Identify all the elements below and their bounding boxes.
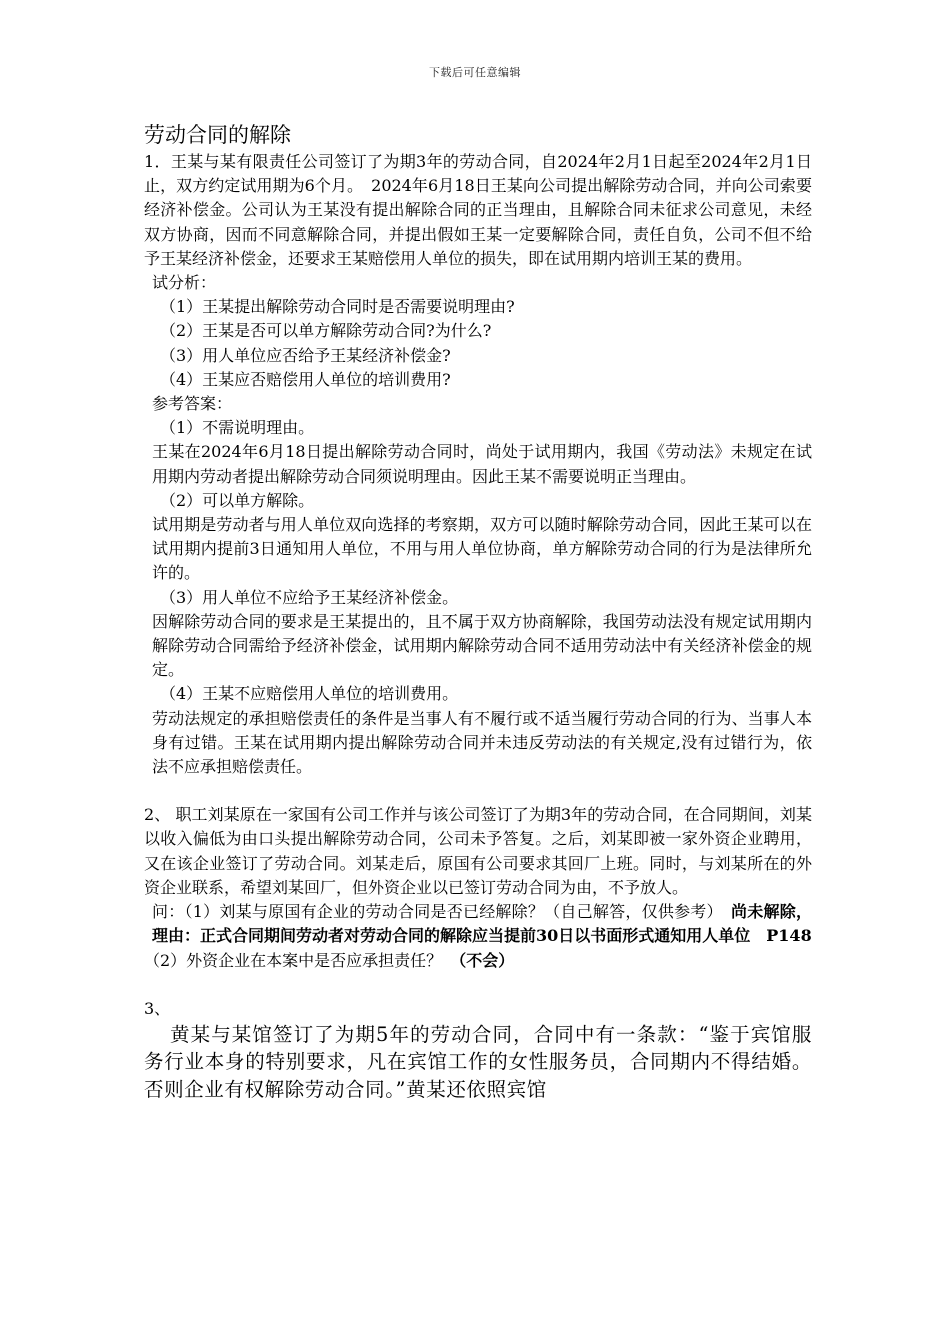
document-title: 劳动合同的解除 [144,123,291,147]
spacer [144,779,812,803]
case2-answer-2: （不会） [458,950,515,970]
case1-answer-2-body: 试用期是劳动者与用人单位双向选择的考察期，双方可以随时解除劳动合同，因此王某可以在试用期内提前3日通知用人单位，不用与用人单位协商，单方解除劳动合同的行为是法律所允许的。 [152,515,812,583]
case1-answer-3-body: 因解除劳动合同的要求是王某提出的，且不属于双方协商解除，我国劳动法没有规定试用期内解除劳动合同需给予经济补偿金，试用期内解除劳动合同不适用劳动法中有关经济补偿金的规定。 [152,611,812,680]
case2-question-1-text: 问：（1）刘某与原国有企业的劳动合同是否已经解除？（自己解答，仅供参考） [152,902,715,922]
case1-paragraph: 1．王某与某有限责任公司签订了为期3年的劳动合同，自2024年2月1日起至2024年2月1日止，双方约定试用期为6个月。 2024年6月18日王某向公司提出解除劳动合同，并向公司索要经济补偿金。公司认为王某没有提出解除合同的正当理由，且解除合同未征求公司意见，未经双方协商，因而不同意解除合同，并提出假如王某一定要解除合同，责任自负，公司不但不给予王某经济补偿金，还要求王某赔偿用人单位的损失，即在试用期内培训王某的费用。 [144,152,812,268]
case1-answer-1-head: （1）不需说明理由。 [160,418,315,438]
case1-question-2: （2）王某是否可以单方解除劳动合同?为什么? [160,321,492,341]
case1-question-3: （3）用人单位应否给予王某经济补偿金? [160,345,451,365]
case2-question-2-text: （2）外资企业在本案中是否应承担责任？ [144,950,459,970]
case1-analysis-label: 试分析： [152,273,217,293]
page-header-watermark: 下载后可任意编辑 [429,66,521,79]
case2-answer-1: 尚未解除，理由：正式合同期间劳动者对劳动合同的解除应当提前30日以书面形式通知用人单位 P148 [152,902,812,946]
case2-question-2 [144,949,812,973]
case1-answer-label: 参考答案： [152,394,233,414]
case1-question-4: （4）王某应否赔偿用人单位的培训费用? [160,369,451,389]
case2-paragraph: 2、 职工刘某原在一家国有公司工作并与该公司签订了为期3年的劳动合同，在合同期间，刘某以收入偏低为由口头提出解除劳动合同，公司未予答复。之后，刘某即被一家外资企业聘用，又在该企业签订了劳动合同。刘某走后，原国有公司要求其回厂上班。同时，与刘某所在的外资企业联系，希望刘某回厂，但外资企业以已签订劳动合同为由，不予放人。 [144,805,812,897]
case3-paragraph: 黄某与某馆签订了为期5年的劳动合同，合同中有一条款：“鉴于宾馆服务行业本身的特别要求，凡在宾馆工作的女性服务员，合同期内不得结婚。否则企业有权解除劳动合同。”黄某还依照宾馆 [144,1022,812,1101]
case1-answer-1-body: 王某在2024年6月18日提出解除劳动合同时，尚处于试用期内，我国《劳动法》未规定在试用期内劳动者提出解除劳动合同须说明理由。因此王某不需要说明正当理由。 [152,442,812,486]
case3-number: 3、 [144,998,171,1018]
case1-answer-4-body: 劳动法规定的承担赔偿责任的条件是当事人有不履行或不适当履行劳动合同的行为、当事人本身有过错。王某在试用期内提出解除劳动合同并未违反劳动法的有关规定,没有过错行为，依法不应承担赔偿责任。 [152,708,812,777]
spacer [144,973,812,997]
case2-question-1 [144,900,812,948]
document-body [144,120,812,1103]
case1-answer-4-head: （4）王某不应赔偿用人单位的培训费用。 [160,684,459,704]
case1-question-1: （1）王某提出解除劳动合同时是否需要说明理由? [160,297,515,317]
case1-answer-2-head: （2）可以单方解除。 [160,490,315,510]
case1-answer-3-head: （3）用人单位不应给予王某经济补偿金。 [160,587,459,607]
